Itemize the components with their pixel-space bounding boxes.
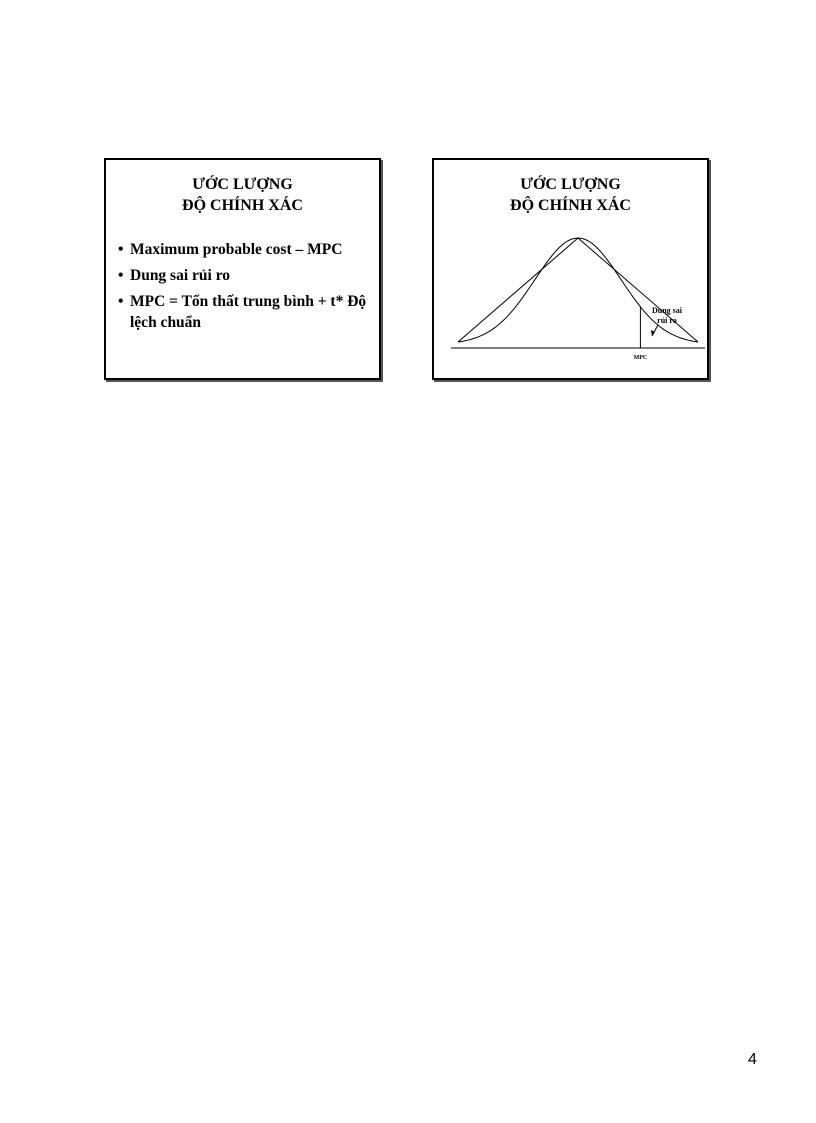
slide-2-title-line-2: ĐỘ CHÍNH XÁC <box>510 197 631 214</box>
slide-1-bullet-list <box>118 239 371 338</box>
annotation-label-line-2: rủi ro <box>657 316 677 325</box>
bullet-item: • MPC = Tổn thất trung bình + t* Độ lệch chuẩn <box>118 291 371 333</box>
mpc-label: MPC <box>633 355 648 361</box>
slide-2 <box>432 158 709 380</box>
slide-2-title-line-1: ƯỚC LƯỢNG <box>520 176 621 193</box>
slide-1 <box>104 158 381 380</box>
distribution-chart <box>434 160 707 378</box>
annotation-label-line-1: Dung sai <box>651 306 683 315</box>
page-number: 4 <box>748 1051 757 1068</box>
slide-1-title-line-1: ƯỚC LƯỢNG <box>192 176 293 193</box>
bullet-item: • Dung sai rủi ro <box>118 265 371 286</box>
triangle-series <box>458 238 698 342</box>
slide-1-title <box>106 174 379 216</box>
slide-1-title-line-2: ĐỘ CHÍNH XÁC <box>182 197 303 214</box>
bullet-item: • Maximum probable cost – MPC <box>118 239 371 260</box>
bell-curve-series <box>458 238 698 342</box>
